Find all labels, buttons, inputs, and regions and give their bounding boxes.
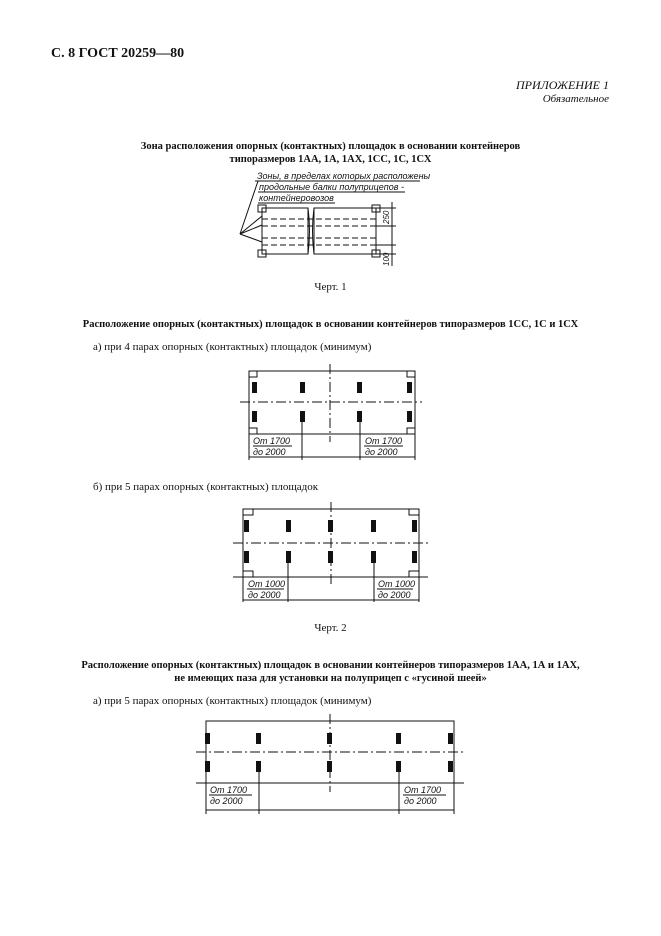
drawing-2a <box>0 364 661 464</box>
section3-sub-a: а) при 5 парах опорных (контактных) площадок (минимум) <box>93 695 372 707</box>
section3-title-line2: не имеющих паза для установки на полуприцеп с «гусиной шеей» <box>174 673 487 684</box>
dim-2a-right-1: От 1700 <box>365 436 403 446</box>
dim-2b-left-2: до 2000 <box>248 590 281 600</box>
caption-1: Черт. 1 <box>314 281 347 293</box>
dim-3a-left-1: От 1700 <box>210 785 248 795</box>
appendix-status: Обязательное <box>542 93 609 105</box>
section2-sub-b: б) при 5 парах опорных (контактных) площадок <box>93 481 319 493</box>
note-line3: контейнеровозов <box>259 193 334 203</box>
dim-2a-left-2: до 2000 <box>253 447 286 457</box>
dim-2a-left-1: От 1700 <box>253 436 291 446</box>
dim-2b-right-1: От 1000 <box>378 579 416 589</box>
section1-title-line1: Зона расположения опорных (контактных) площадок в основании контейнеров <box>140 141 521 152</box>
dim-3a-right-2: до 2000 <box>404 796 437 806</box>
section1-title-line2: типоразмеров 1АА, 1А, 1АХ, 1СС, 1С, 1СХ <box>229 154 432 165</box>
dim-250: 250 <box>382 210 391 224</box>
section1-title <box>0 140 661 166</box>
section3-title-line1: Расположение опорных (контактных) площадок в основании контейнеров типоразмеров 1АА, 1А и 1АХ, <box>81 660 580 671</box>
dim-2b-right-2: до 2000 <box>378 590 411 600</box>
dim-100: 100 <box>382 252 391 266</box>
drawing-1 <box>0 168 661 278</box>
note-line1: Зоны, в пределах которых расположены <box>257 171 431 181</box>
section2-sub-a: а) при 4 парах опорных (контактных) площадок (минимум) <box>93 341 372 353</box>
dim-3a-left-2: до 2000 <box>210 796 243 806</box>
note-line2: продольные балки полуприцепов - <box>259 182 404 192</box>
appendix-label <box>516 78 609 106</box>
section2-title: Расположение опорных (контактных) площадок в основании контейнеров типоразмеров 1СС, 1С и 1СХ <box>82 319 579 330</box>
page-header: С. 8 ГОСТ 20259—80 <box>51 46 185 61</box>
dim-2a-right-2: до 2000 <box>365 447 398 457</box>
dim-3a-right-1: От 1700 <box>404 785 442 795</box>
drawing-3a <box>0 714 661 824</box>
caption-2: Черт. 2 <box>314 622 347 634</box>
appendix-title: ПРИЛОЖЕНИЕ 1 <box>516 78 609 92</box>
section3-title <box>0 659 661 685</box>
dim-2b-left-1: От 1000 <box>248 579 286 589</box>
drawing-2b <box>0 502 661 602</box>
